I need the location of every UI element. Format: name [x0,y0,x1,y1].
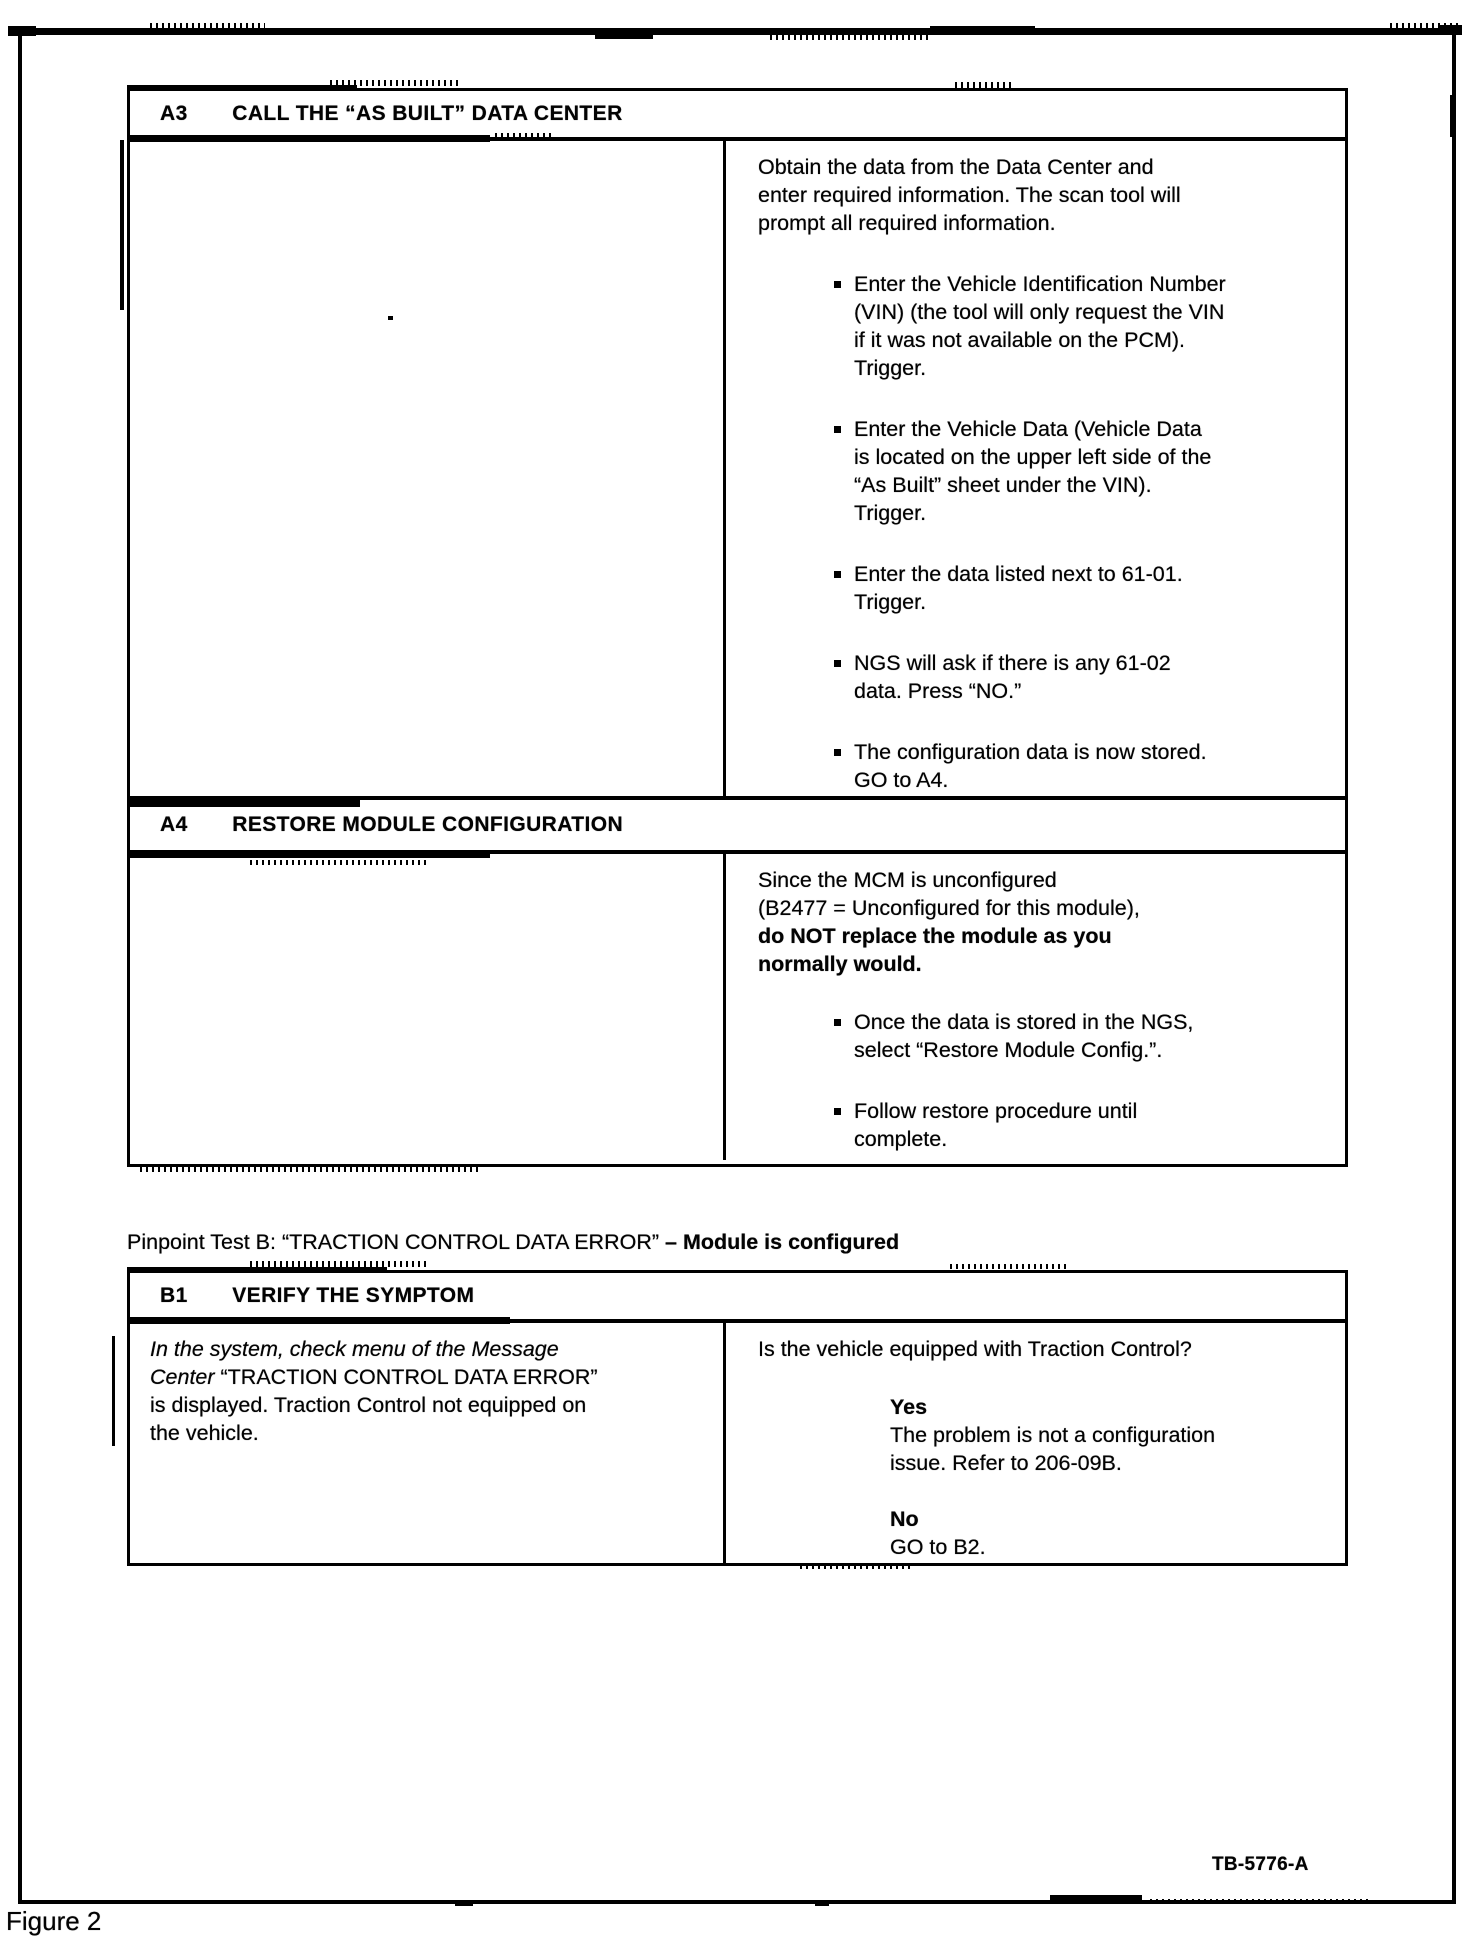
heading-bold-suffix: – Module is configured [665,1230,900,1254]
step-a3-row [130,141,1345,800]
condition-italic-part: In the system, check menu of the Message [150,1337,559,1361]
scan-artifact [8,26,36,36]
bullet-line: The configuration data is now stored. [854,740,1207,764]
bullet-line: select “Restore Module Config.”. [854,1038,1163,1062]
step-a4-action-cell [726,854,1345,1160]
scan-artifact [495,133,555,139]
step-b1-header [130,1273,1345,1323]
scan-artifact [120,140,124,310]
step-a3-condition-cell [130,141,723,796]
scan-artifact [388,316,393,320]
step-b1-condition-cell [130,1323,723,1563]
bullet-item [758,649,1323,705]
bullet-line: complete. [854,1127,948,1151]
scan-artifact [127,1267,387,1273]
scan-artifact [130,135,490,142]
yes-label: Yes [890,1395,928,1419]
step-id: B1 [160,1284,188,1307]
step-a4-condition-cell [130,854,723,1160]
condition-line [150,1391,699,1419]
step-title: RESTORE MODULE CONFIGURATION [232,813,624,836]
bullet-icon [834,660,841,667]
bullet-item [758,1097,1323,1153]
question-line: Is the vehicle equipped with Traction Control? [758,1337,1192,1361]
scan-artifact [1450,95,1455,137]
scan-artifact [140,1167,480,1172]
bullet-line: Trigger. [854,590,927,614]
paragraph-line-bold: do NOT replace the module as you [758,924,1112,948]
pinpoint-test-a-table [127,88,1348,1167]
bullet-line: Follow restore procedure until [854,1099,1138,1123]
condition-normal-part: “TRACTION CONTROL DATA ERROR” [220,1365,598,1389]
figure-caption: Figure 2 [6,1906,102,1936]
scan-artifact [950,1264,1070,1269]
paragraph-line: prompt all required information. [758,211,1056,235]
condition-normal-part: is displayed. Traction Control not equipped on [150,1393,587,1417]
scan-artifact [250,860,430,865]
bullet-line: GO to A4. [854,768,949,792]
scan-artifact [130,800,360,807]
yes-line: issue. Refer to 206-09B. [890,1451,1122,1475]
step-a3-action-cell [726,141,1345,796]
paragraph-line-bold: normally would. [758,952,922,976]
no-line: GO to B2. [890,1535,986,1559]
yes-line: The problem is not a configuration [890,1423,1216,1447]
yes-answer-block [890,1393,1323,1477]
bullet-item [758,270,1323,382]
step-title: CALL THE “AS BUILT” DATA CENTER [232,102,623,125]
scan-artifact [150,23,265,29]
condition-italic-part: Center [150,1365,221,1389]
no-label: No [890,1507,919,1531]
step-a4-header [130,800,1345,854]
bullet-item [758,560,1323,616]
bullet-line: (VIN) (the tool will only request the VIN [854,300,1225,324]
step-b1-row [130,1323,1345,1563]
paragraph-line: enter required information. The scan tool will [758,183,1181,207]
bullet-item [758,415,1323,527]
step-a4-row [130,854,1345,1160]
pinpoint-test-b-table [127,1270,1348,1566]
scan-artifact [127,85,357,91]
bullet-line: is located on the upper left side of the [854,445,1212,469]
bullet-line: “As Built” sheet under the VIN). [854,473,1152,497]
condition-line [150,1419,699,1447]
no-answer-block [890,1505,1323,1561]
step-a3-header [130,91,1345,141]
step-b1-action-cell [726,1323,1345,1563]
scan-artifact [1438,25,1462,35]
scan-artifact [1050,1895,1142,1903]
bullet-line: Trigger. [854,356,927,380]
scan-artifact [1150,1899,1370,1904]
doc-reference-code: TB-5776-A [1212,1854,1309,1875]
step-id: A3 [160,102,188,125]
scan-artifact [815,1901,829,1906]
bullet-icon [834,1019,841,1026]
scan-artifact [800,1564,910,1569]
bullet-icon [834,1108,841,1115]
heading-prefix: Pinpoint Test B: “TRACTION CONTROL DATA ERROR” [127,1230,660,1254]
bullet-icon [834,571,841,578]
paragraph-line: (B2477 = Unconfigured for this module), [758,896,1140,920]
scan-artifact [595,33,653,39]
step-id: A4 [160,813,188,836]
paragraph-line: Since the MCM is unconfigured [758,868,1057,892]
bullet-line: if it was not available on the PCM). [854,328,1186,352]
scan-artifact [455,1901,473,1906]
condition-line [150,1363,699,1391]
scan-artifact [930,26,1035,33]
condition-normal-part: the vehicle. [150,1421,259,1445]
scan-artifact [112,1336,115,1446]
bullet-item [758,1008,1323,1064]
bullet-line: Enter the Vehicle Identification Number [854,272,1226,296]
scan-artifact [130,1317,510,1324]
pinpoint-test-b-heading [127,1230,899,1255]
bullet-line: Enter the data listed next to 61-01. [854,562,1183,586]
bullet-line: Once the data is stored in the NGS, [854,1010,1194,1034]
scan-artifact [130,850,490,858]
bullet-item [758,738,1323,794]
bullet-line: data. Press “NO.” [854,679,1022,703]
bullet-icon [834,749,841,756]
scan-artifact [770,34,930,40]
step-title: VERIFY THE SYMPTOM [232,1284,475,1307]
paragraph-line: Obtain the data from the Data Center and [758,155,1154,179]
condition-line [150,1335,699,1363]
bullet-line: NGS will ask if there is any 61-02 [854,651,1171,675]
bullet-icon [834,281,841,288]
bullet-line: Enter the Vehicle Data (Vehicle Data [854,417,1202,441]
bullet-line: Trigger. [854,501,927,525]
scan-artifact [955,82,1015,88]
bullet-icon [834,426,841,433]
